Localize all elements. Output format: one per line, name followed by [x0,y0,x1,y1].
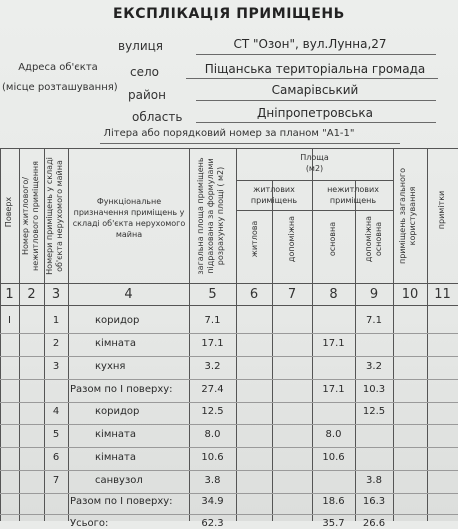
cell-name: санвузол [95,475,143,486]
cell-name: Усього: [70,518,109,529]
cell-name: кімната [95,452,136,463]
col-number: 2 [27,287,36,302]
region-value: Дніпропетровська [257,106,373,120]
header-notes: примітки [437,190,446,230]
col-number: 1 [5,287,14,302]
row-separator [0,447,458,448]
cell-c9: 12.5 [362,406,386,417]
header-purpose: Функціональне призначення приміщень у складі об'єкта нерухомого майна [72,197,186,239]
cell-c8: 18.6 [322,496,345,507]
header-area-unit: (м2) [305,164,324,173]
row-separator [0,402,458,403]
row-separator [0,493,458,494]
document-title: ЕКСПЛІКАЦІЯ ПРИМІЩЕНЬ [113,6,345,22]
header-nonliving-group: нежитлових приміщень [327,185,379,205]
cell-name: коридор [95,315,140,326]
header-nonliving-aux: допоміжна основна [364,215,383,263]
cell-c9: 26.6 [362,518,386,529]
header-area-group: Площа [300,153,329,162]
cell-total: 27.4 [201,384,224,395]
cell-name: кухня [95,361,126,372]
cell-c9: 7.1 [366,315,382,326]
litera-line: Літера або порядковий номер за планом "А1-1" [103,128,355,139]
cell-total: 34.9 [201,496,224,507]
header-floor: Поверх [4,196,13,228]
col-number: 10 [401,287,419,302]
cell-c8: 17.1 [322,338,345,349]
cell-c9: 3.2 [366,361,382,372]
col-number: 5 [208,287,217,302]
cell-total: 3.2 [204,361,221,372]
header-common-use: приміщень загального користування [398,167,417,265]
cell-c8: 17.1 [322,384,345,395]
cell-total: 7.1 [204,315,221,326]
header-room-no: Номери приміщень у складі об'єкта нерухомого майна [45,157,64,275]
cell-c8: 35.7 [322,518,345,529]
street-value: СТ "Озон", вул.Лунна,27 [233,37,387,51]
col-number: 3 [51,287,61,302]
cell-total: 12.5 [201,406,224,417]
cell-name: Разом по І поверху: [70,496,173,507]
cell-total: 10.6 [201,452,224,463]
row-separator [0,514,458,515]
row-separator [0,470,458,471]
header-living-main: житлова [250,220,259,258]
cell-room: 7 [52,475,60,486]
cell-floor: I [8,315,11,326]
cell-c9: 10.3 [362,384,386,395]
cell-c9: 3.8 [366,475,382,486]
cell-name: кімната [95,429,136,440]
col-number: 6 [249,287,259,302]
cell-room: 4 [52,406,60,417]
district-value: Самарівський [271,83,359,97]
cell-room: 1 [52,315,60,326]
header-unit-no: Номер житлового/нежитлового приміщення [21,161,40,271]
col-number: 7 [287,287,297,302]
village-value: Піщанська територіальна громада [204,62,426,76]
cell-total: 3.8 [204,475,221,486]
cell-room: 2 [52,338,60,349]
row-separator [0,356,458,357]
row-separator [0,379,458,380]
district-key: район [128,88,166,102]
cell-room: 5 [52,429,60,440]
header-living-aux: допоміжна [287,215,296,263]
cell-name: коридор [95,406,140,417]
cell-name: Разом по І поверху: [70,384,173,395]
cell-total: 62.3 [201,518,224,529]
region-key: область [132,110,183,124]
header-total-area: загальна площа приміщень підрахована за формулами розрахунку площі ( м2) [196,157,225,275]
address-label: Адреса об'єкта [18,62,98,73]
col-number: 9 [369,287,379,302]
cell-c8: 10.6 [322,452,345,463]
header-living-group: житлових приміщень [250,185,298,205]
header-nonliving-main: основна [328,221,337,257]
cell-room: 3 [52,361,60,372]
cell-c8: 8.0 [325,429,342,440]
address-label-sub: (місце розташування) [2,82,118,93]
row-separator [0,333,458,334]
cell-total: 17.1 [201,338,224,349]
village-key: село [130,65,159,79]
col-number: 11 [434,287,451,302]
row-separator [0,424,458,425]
col-number: 4 [124,287,133,302]
cell-total: 8.0 [204,429,221,440]
col-number: 8 [329,287,338,302]
cell-room: 6 [52,452,60,463]
street-key: вулиця [118,39,164,53]
cell-name: кімната [95,338,136,349]
cell-c9: 16.3 [362,496,386,507]
